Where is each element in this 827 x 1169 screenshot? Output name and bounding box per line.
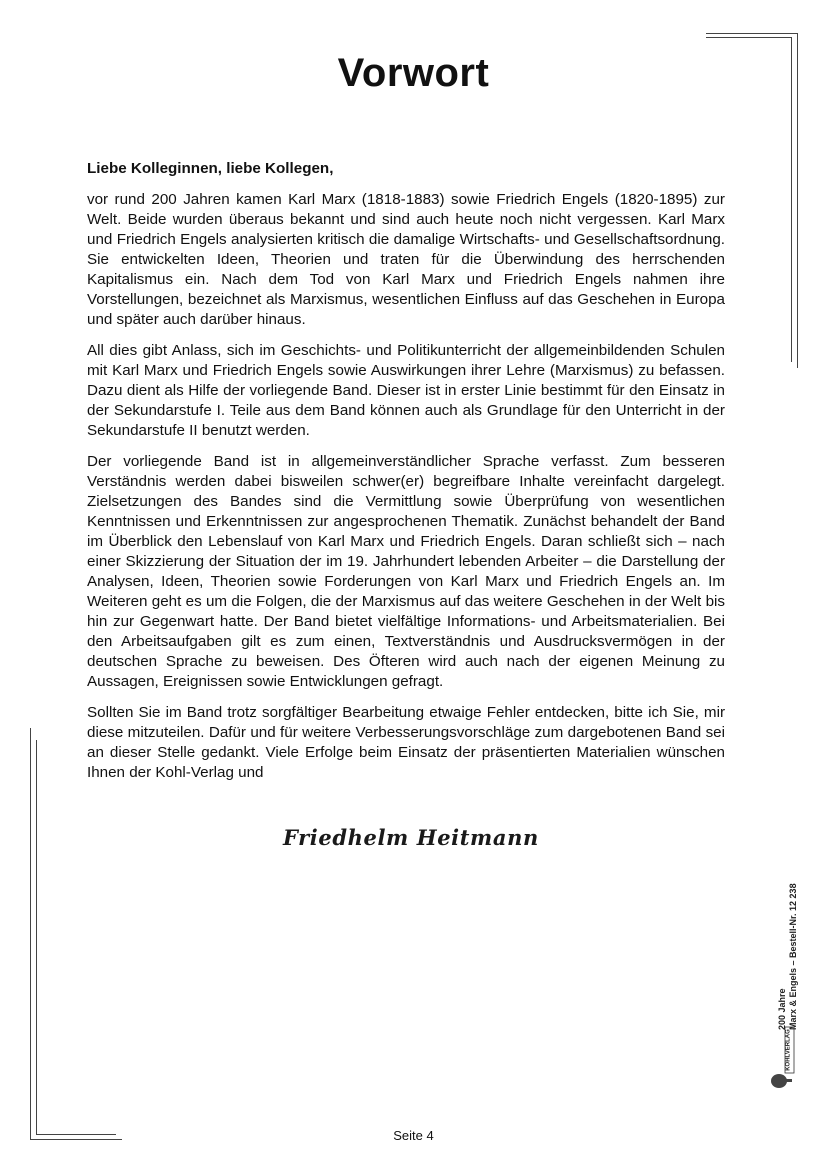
document-body <box>87 159 725 794</box>
frame-left-vertical-outer <box>30 728 31 1140</box>
logo-text: KOHLVERLAG <box>785 1029 792 1071</box>
logo-trunk-icon <box>786 1079 792 1082</box>
logo-tree-icon <box>771 1074 787 1088</box>
sidebar-line-1: 200 Jahre <box>777 988 787 1030</box>
page-title: Vorwort <box>337 50 490 95</box>
paragraph-4: Sollten Sie im Band trotz sorgfältiger Bearbeitung etwaige Fehler entdecken, bitte ich Sie, mir diese mitzuteilen. Dafür und für weitere Verbesserungsvorschläge zum dargebotenen Band sei an dieser Stelle gedankt. Viele Erfolge beim Einsatz der präsentierten Materialien wünschen Ihnen der Kohl-Verlag und <box>87 704 725 781</box>
page-number: Seite 4 <box>393 1128 434 1143</box>
frame-top-right-line-inner <box>706 37 791 38</box>
order-number-sidebar <box>777 840 807 1030</box>
paragraph-3: Der vorliegende Band ist in allgemeinverständlicher Sprache verfasst. Zum besseren Verständnis werden dabei bisweilen schwer(er) begreifbare Inhalte vereinfacht dargelegt. Zielsetzungen des Bandes sind die Vermittlung sowie Überprüfung von wesentlichen Kenntnissen und Erkenntnissen zur angesprochenen Thematik. Zunächst behandelt der Band im Überblick den Lebenslauf von Karl Marx und Friedrich Engels. Daran schließt sich – nach einer Skizzierung der Situation der im 19. Jahrhundert lebenden Arbeiter – die Darstellung der Analysen, Ideen, Theorien sowie Forderungen von Karl Marx und Friedrich Engels an. Im Weiteren geht es um die Folgen, die der Marxismus auf das weitere Geschehen in der Welt bis hin zur Gegenwart hatte. Der Band bietet vielfältige Informations- und Arbeitsmaterialien. Bei den Arbeitsaufgaben gilt es zum einen, Textverständnis und Ausdrucksvermögen in der deutschen Sprache zu beweisen. Des Öfteren wird auch nach der eigenen Meinung zu Aussagen, Ereignissen sowie Entwicklungen gefragt. <box>87 453 725 690</box>
frame-left-vertical-inner <box>36 740 37 1134</box>
paragraph-1: vor rund 200 Jahren kamen Karl Marx (1818-1883) sowie Friedrich Engels (1820-1895) zur Welt. Beide wurden überaus bekannt und sind auch heute noch nicht vergessen. Karl Marx und Friedrich Engels analysierten kritisch die damalige Wirtschafts- und Gesellschaftsordnung. Sie entwickelten Ideen, Theorien und traten für die Überwindung des herrschenden Kapitalismus ein. Nach dem Tod von Karl Marx und Friedrich Engels nahmen ihre Vorstellungen, bezeichnet als Marxismus, wesentlichen Einfluss auf das Geschehen in Europa und später auch darüber hinaus. <box>87 191 725 328</box>
signature: Friedhelm Heitmann <box>283 825 539 850</box>
frame-top-right-line <box>706 33 798 34</box>
paragraph-2: All dies gibt Anlass, sich im Geschichts- und Politikunterricht der allgemeinbildenden Schulen mit Karl Marx und Friedrich Engels sowie Auswirkungen ihrer Lehre (Marxismus) zu befassen. Dazu dient als Hilfe der vorliegende Band. Dieser ist in erster Linie bestimmt für den Einsatz in der Sekundarstufe I. Teile aus dem Band können auch als Grundlage für den Unterricht in der Sekundarstufe II benutzt werden. <box>87 342 725 439</box>
greeting: Liebe Kolleginnen, liebe Kollegen, <box>87 160 334 177</box>
kohl-verlag-logo <box>770 1025 800 1095</box>
sidebar-line-2: Marx & Engels – Bestell-Nr. 12 238 <box>788 883 798 1030</box>
